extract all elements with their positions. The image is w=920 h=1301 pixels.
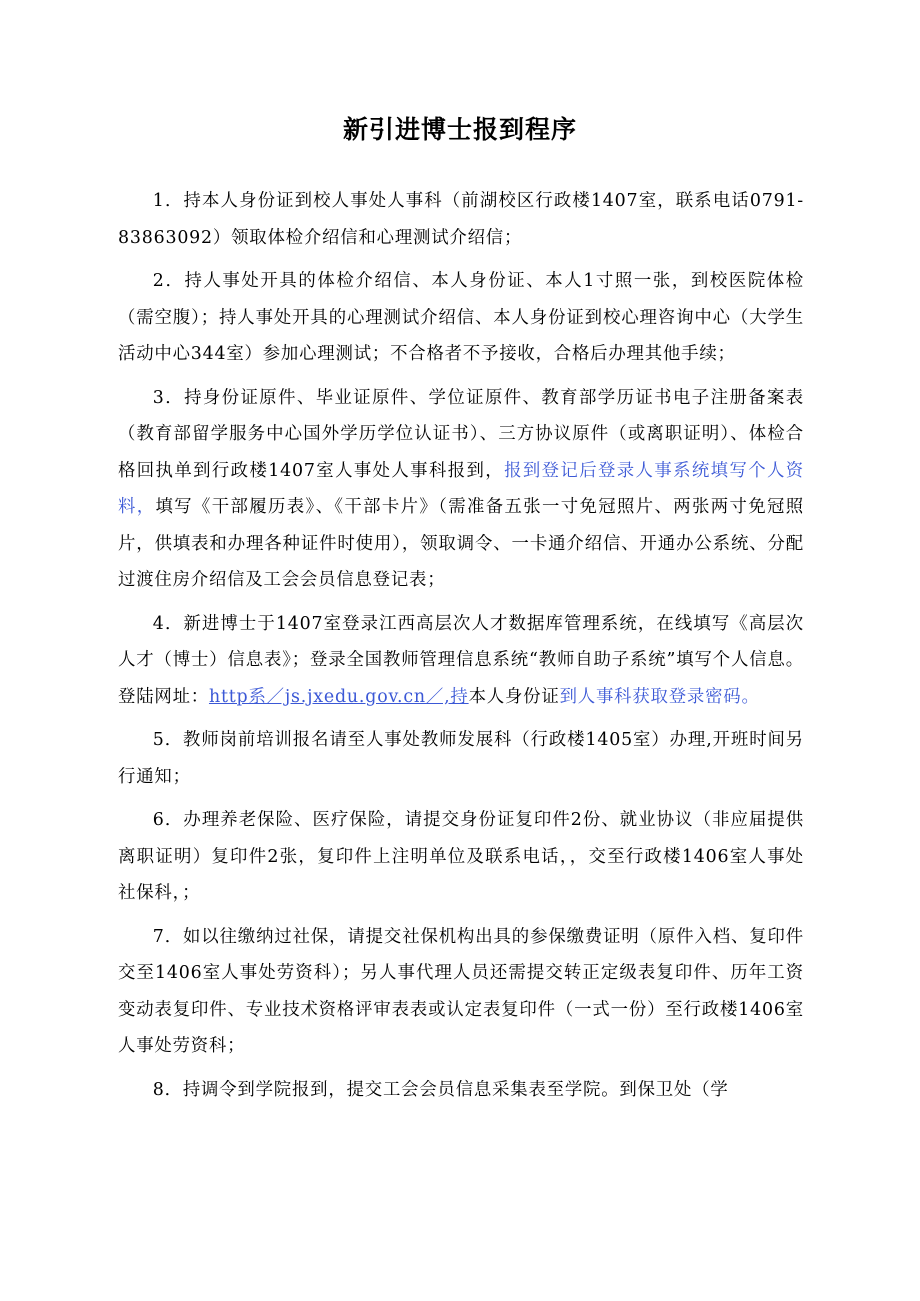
step-3-text-part-2: 填写《干部履历表》、《干部卡片》（需准备五张一寸免冠照片、两张两寸免冠照片，供填表和办理各种证件时使用），领取调令、一卡通介绍信、开通办公系统、分配过渡住房介绍信及工会会员信息登记表； — [118, 497, 804, 590]
paragraph-step-1: 1．持本人身份证到校人事处人事科（前湖校区行政楼1407室，联系电话0791-83863092）领取体检介绍信和心理测试介绍信； — [118, 191, 804, 248]
step-4-text-part-2: 本人身份证 — [468, 686, 560, 707]
login-url-link[interactable]: http系／js.jxedu.gov.cn／,持 — [208, 686, 469, 707]
step-3-text-part-1: 3．持身份证原件、毕业证原件、学位证原件、教育部学历证书电子注册备案表（教育部留学服务中心国外学历学位认证书）、三方协议原件（或离职证明）、体检合格回执单到行政楼1407室人事处人事科报到， — [118, 387, 804, 481]
paragraph-step-6: 6．办理养老保险、医疗保险，请提交身份证复印件2份、就业协议（非应届提供离职证明）复印件2张，复印件上注明单位及联系电话，，交至行政楼1406室人事处社保科，； — [118, 810, 804, 903]
step-4-highlight-text: 到人事科获取登录密码。 — [559, 686, 760, 707]
step-4-text-part-1: 4．新进博士于1407室登录江西高层次人才数据库管理系统，在线填写《高层次人才（博士）信息表》；登录全国教师管理信息系统“教师自助子系统”填写个人信息。登陆网址： — [118, 613, 804, 707]
page-title: 新引进博士报到程序 — [342, 115, 577, 144]
step-3-highlight-text: 报到登记后登录人事系统填写个人资料， — [118, 460, 804, 517]
paragraph-step-2: 2．持人事处开具的体检介绍信、本人身份证、本人1寸照一张，到校医院体检（需空腹）；持人事处开具的心理测试介绍信、本人身份证到校心理咨询中心（大学生活动中心344室）参加心理测试；不合格者不予接收，合格后办理其他手续； — [118, 271, 804, 364]
paragraph-step-5: 5．教师岗前培训报名请至人事处教师发展科（行政楼1405室）办理,开班时间另行通知； — [118, 730, 804, 787]
paragraph-step-8: 8．持调令到学院报到，提交工会会员信息采集表至学院。到保卫处（学 — [152, 1079, 729, 1100]
document-body — [118, 183, 804, 1115]
paragraph-step-7: 7．如以往缴纳过社保，请提交社保机构出具的参保缴费证明（原件入档、复印件交至1406室人事处劳资科）；另人事代理人员还需提交转正定级表复印件、历年工资变动表复印件、专业技术资格评审表表或认定表复印件（一式一份）至行政楼1406室人事处劳资科； — [118, 926, 804, 1056]
paragraph-step-3 — [118, 380, 804, 599]
paragraph-step-4 — [118, 606, 804, 716]
